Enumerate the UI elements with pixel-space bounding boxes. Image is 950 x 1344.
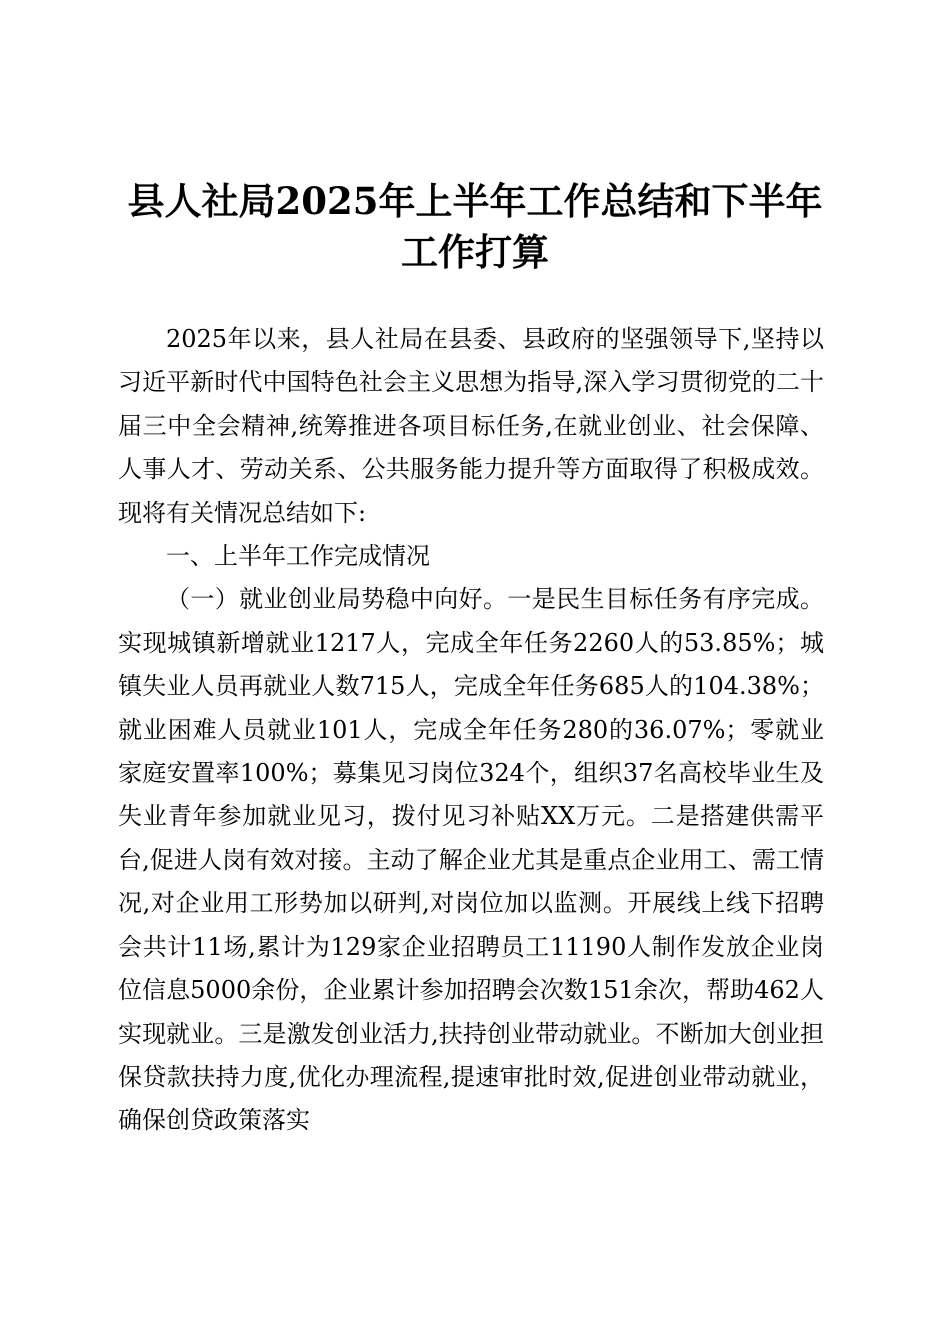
document-title: 县人社局2025年上半年工作总结和下半年工作打算 <box>127 179 823 274</box>
section-heading: 一、上半年工作完成情况 <box>166 542 430 571</box>
employment-paragraph: （一）就业创业局势稳中向好。一是民生目标任务有序完成。实现城镇新增就业1217人，完成全年任务2260人的53.85%；城镇失业人员再就业人数715人，完成全年任务685人的104.38%；就业困难人员就业101人，完成全年任务280的36.07%；零就业家庭安置率100%；募集见习岗位324个，组织37名高校毕业生及失业青年参加就业见习，拨付见习补贴XX万元。二是搭建供需平台,促进人岗有效对接。主动了解企业尤其是重点企业用工、需工情况,对企业用工形势加以研判,对岗位加以监测。开展线上线下招聘会共计11场,累计为129家企业招聘员工11190人制作发放企业岗位信息5000余份，企业累计参加招聘会次数151余次，帮助462人实现就业。三是激发创业活力,扶持创业带动就业。不断加大创业担保贷款扶持力度,优化办理流程,提速审批时效,促进创业带动就业，确保创贷政策落实 <box>118 585 824 1135</box>
intro-paragraph: 2025年以来，县人社局在县委、县政府的坚强领导下,坚持以习近平新时代中国特色社会主义思想为指导,深入学习贯彻党的二十届三中全会精神,统筹推进各项目标任务,在就业创业、社会保障、人事人才、劳动关系、公共服务能力提升等方面取得了积极成效。现将有关情况总结如下: <box>118 325 824 527</box>
document-body <box>118 318 824 1143</box>
